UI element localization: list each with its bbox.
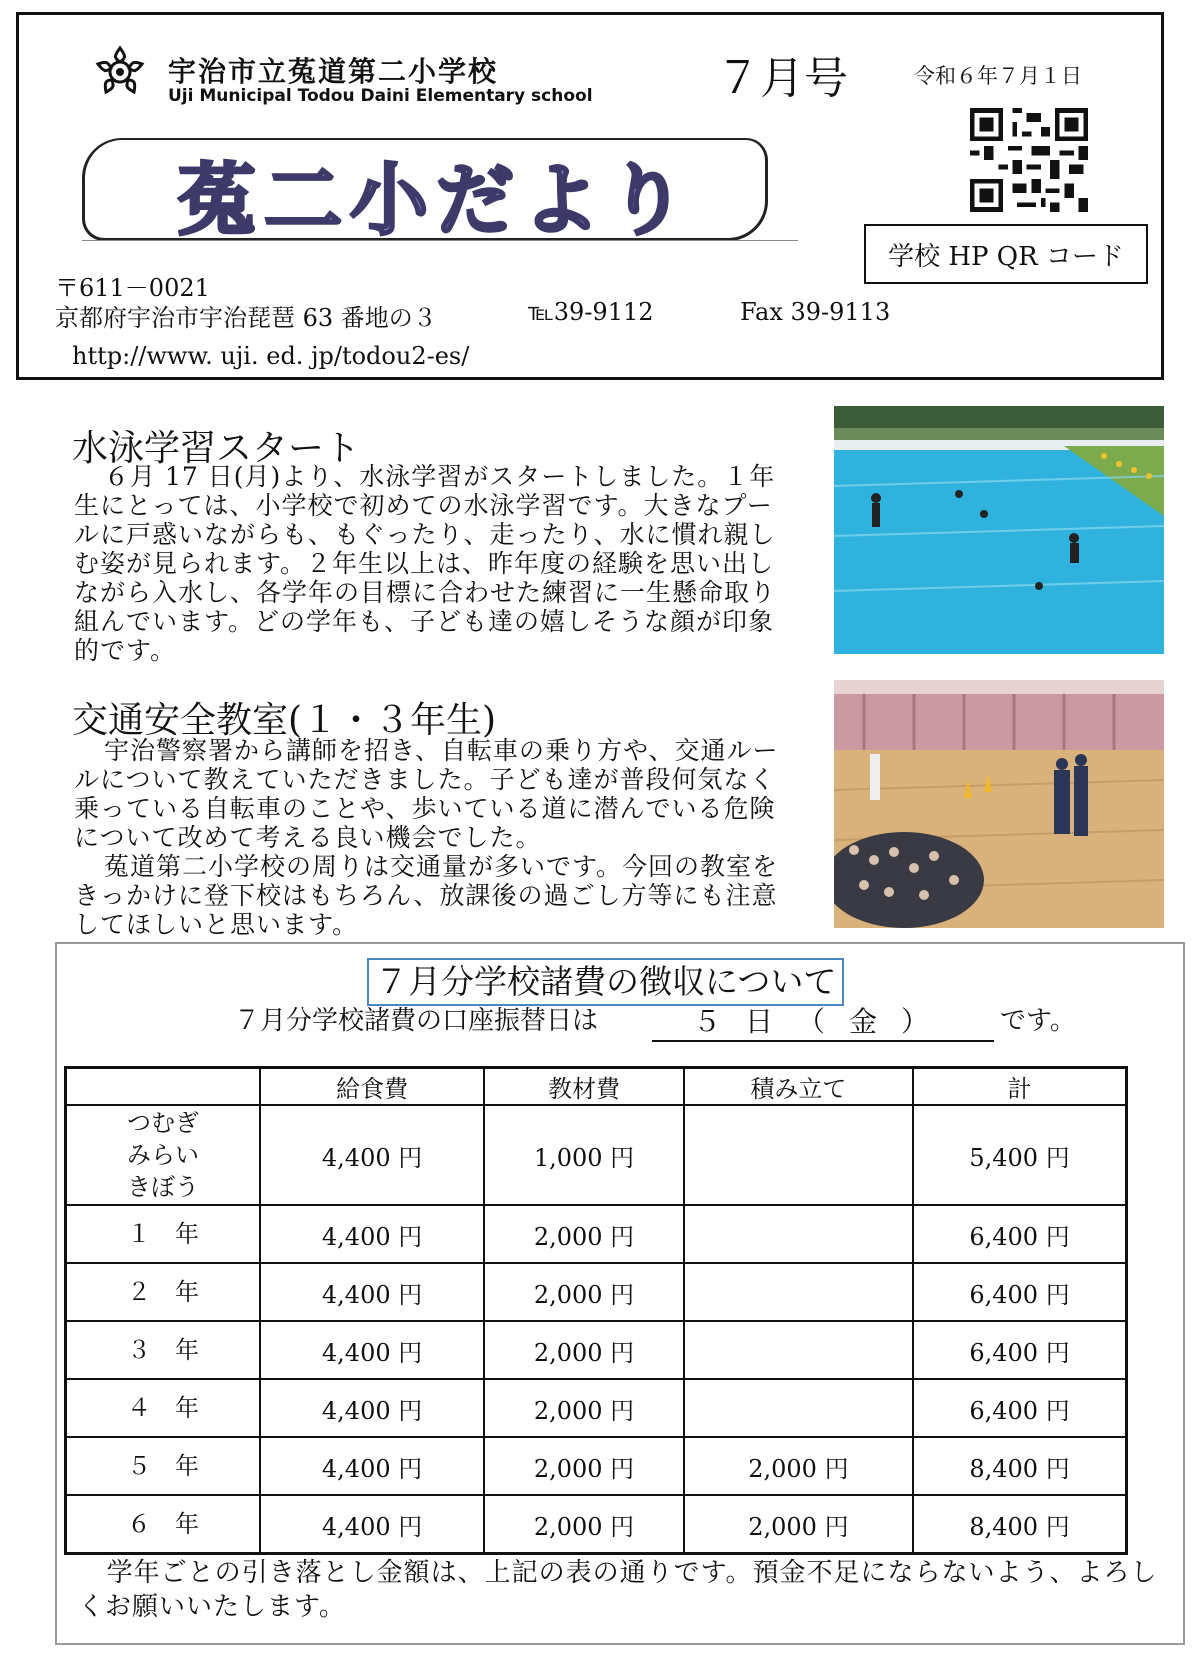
qr-code-icon[interactable] xyxy=(970,108,1088,212)
qr-code-label: 学校 HP QR コード xyxy=(864,224,1148,284)
savings-cell xyxy=(684,1205,913,1263)
savings-cell xyxy=(684,1105,913,1205)
fee-footer-note xyxy=(78,1556,1176,1624)
total-cell: 6,400 円 xyxy=(913,1379,1126,1437)
postal-code: 〒611－0021 xyxy=(55,274,210,302)
article-title-traffic-safety: 交通安全教室(１・３年生) xyxy=(72,700,497,741)
materials-cell: 2,000 円 xyxy=(484,1205,683,1263)
lunch-cell: 4,400 円 xyxy=(260,1495,484,1554)
transfer-note-suffix: です。 xyxy=(1000,1006,1076,1036)
fee-footer-text: 学年ごとの引き落とし金額は、上記の表の通りです。預金不足にならないよう、よろしくお願いいたします。 xyxy=(78,1558,1158,1622)
savings-cell xyxy=(684,1321,913,1379)
column-header-total: 計 xyxy=(913,1068,1126,1106)
total-cell: 5,400 円 xyxy=(913,1105,1126,1205)
table-row xyxy=(66,1437,1127,1495)
school-name-en: Uji Municipal Todou Daini Elementary school xyxy=(168,86,593,106)
column-header-lunch: 給食費 xyxy=(260,1068,484,1106)
lunch-cell: 4,400 円 xyxy=(260,1379,484,1437)
materials-cell: 2,000 円 xyxy=(484,1495,683,1554)
article-title-swimming: 水泳学習スタート xyxy=(72,428,361,469)
article-body-swimming xyxy=(74,462,796,665)
materials-cell: 2,000 円 xyxy=(484,1263,683,1321)
issue-label: ７月号 xyxy=(716,53,848,104)
school-url-link[interactable]: http://www. uji. ed. jp/todou2-es/ xyxy=(72,342,470,370)
swimming-pool-photo xyxy=(834,406,1164,654)
school-address: 京都府宇治市宇治琵琶 63 番地の３ xyxy=(55,304,437,332)
total-cell: 8,400 円 xyxy=(913,1495,1126,1554)
column-header-savings: 積み立て xyxy=(684,1068,913,1106)
grade-cell: １ 年 xyxy=(66,1205,260,1263)
materials-cell: 2,000 円 xyxy=(484,1379,683,1437)
fax-number: Fax 39-9113 xyxy=(740,298,891,326)
table-row xyxy=(66,1263,1127,1321)
savings-cell: 2,000 円 xyxy=(684,1437,913,1495)
article-paragraph: 菟道第二小学校の周りは交通量が多いです。今回の教室をきっかけに登下校はもちろん、放課後の過ごし方等にも注意してほしいと思います。 xyxy=(74,852,779,939)
lunch-cell: 4,400 円 xyxy=(260,1105,484,1205)
lunch-cell: 4,400 円 xyxy=(260,1321,484,1379)
savings-cell xyxy=(684,1379,913,1437)
materials-cell: 2,000 円 xyxy=(484,1321,683,1379)
transfer-note: ７月分学校諸費の口座振替日は xyxy=(234,1006,599,1036)
table-header-row xyxy=(66,1068,1127,1106)
telephone: ℡39-9112 xyxy=(528,298,654,326)
article-paragraph: 宇治警察署から講師を招き、自転車の乗り方や、交通ルールについて教えていただきました。子ども達が普段何気なく乗っている自転車のことや、歩いている道に潜んでいる危険について改めて考える良い機会でした。 xyxy=(74,736,779,852)
grade-cell: ６ 年 xyxy=(66,1495,260,1554)
table-row xyxy=(66,1205,1127,1263)
table-row xyxy=(66,1495,1127,1554)
fee-table xyxy=(64,1066,1128,1555)
lunch-cell: 4,400 円 xyxy=(260,1205,484,1263)
fee-section-title: ７月分学校諸費の徴収について xyxy=(367,958,844,1006)
issue-date: 令和６年７月１日 xyxy=(914,64,1082,88)
lunch-cell: 4,400 円 xyxy=(260,1263,484,1321)
total-cell: 8,400 円 xyxy=(913,1437,1126,1495)
column-header-grade xyxy=(66,1068,260,1106)
total-cell: 6,400 円 xyxy=(913,1321,1126,1379)
newsletter-title: 菟二小だより xyxy=(178,156,695,246)
savings-cell: 2,000 円 xyxy=(684,1495,913,1554)
table-row xyxy=(66,1105,1127,1205)
article-paragraph: ６月 17 日(月)より、水泳学習がスタートしました。１年生にとっては、小学校で初めての水泳学習です。大きなプールに戸惑いながらも、もぐったり、走ったり、水に慣れ親しむ姿が見られます。２年生以上は、昨年度の経験を思い出しながら入水し、各学年の目標に合わせた練習に一生懸命取り組んでいます。どの学年も、子ども達の嬉しそうな顔が印象的です。 xyxy=(74,462,777,665)
school-name-jp: 宇治市立菟道第二小学校 xyxy=(168,55,499,88)
table-row xyxy=(66,1379,1127,1437)
article-body-traffic-safety xyxy=(74,736,796,939)
total-cell: 6,400 円 xyxy=(913,1205,1126,1263)
column-header-materials: 教材費 xyxy=(484,1068,683,1106)
grade-cell: ２ 年 xyxy=(66,1263,260,1321)
materials-cell: 1,000 円 xyxy=(484,1105,683,1205)
lunch-cell: 4,400 円 xyxy=(260,1437,484,1495)
grade-cell: ５ 年 xyxy=(66,1437,260,1495)
school-emblem-icon xyxy=(92,44,148,100)
grade-cell: ３ 年 xyxy=(66,1321,260,1379)
grade-cell: つむぎ みらい きぼう xyxy=(66,1105,260,1205)
transfer-day: ５日（金） xyxy=(652,1000,994,1042)
savings-cell xyxy=(684,1263,913,1321)
materials-cell: 2,000 円 xyxy=(484,1437,683,1495)
traffic-safety-class-photo xyxy=(834,680,1164,928)
total-cell: 6,400 円 xyxy=(913,1263,1126,1321)
table-row xyxy=(66,1321,1127,1379)
grade-cell: ４ 年 xyxy=(66,1379,260,1437)
